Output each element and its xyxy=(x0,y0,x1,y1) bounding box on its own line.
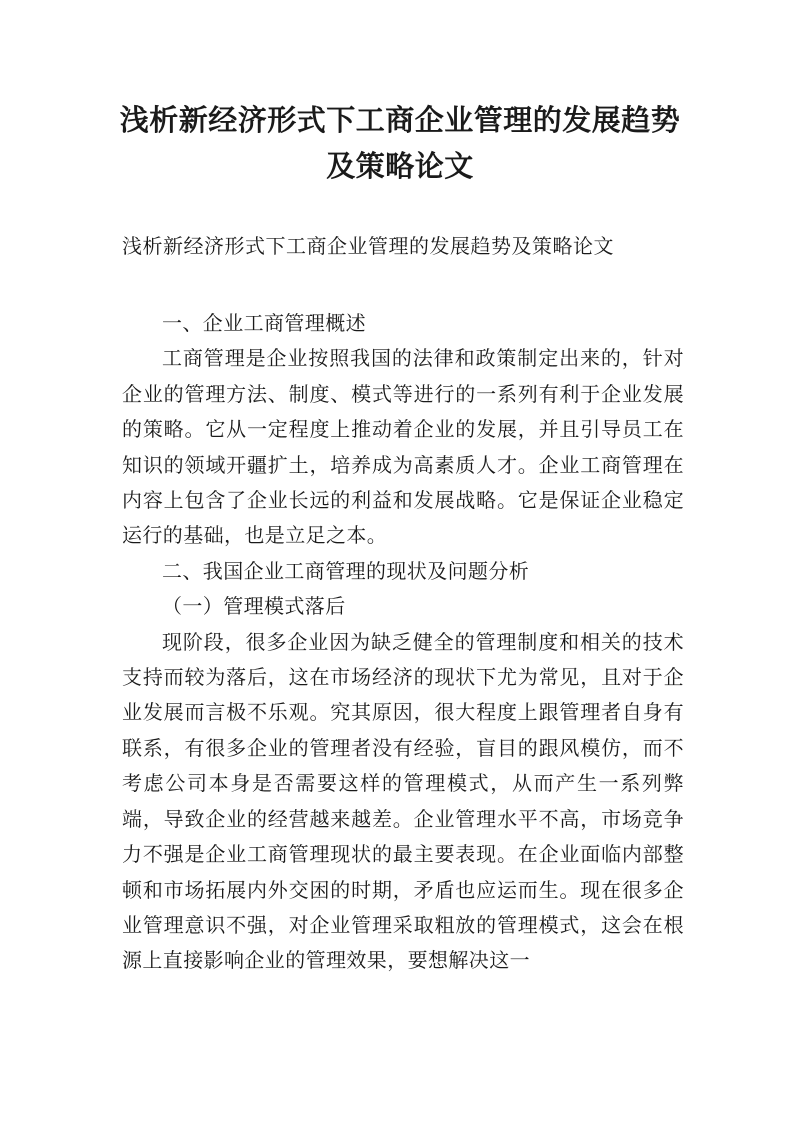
document-body xyxy=(122,306,684,979)
body-paragraph: 现阶段，很多企业因为缺乏健全的管理制度和相关的技术支持而较为落后，这在市场经济的现状下尤为常见，且对于企业发展而言极不乐观。究其原因，很大程度上跟管理者自身有联系，有很多企业的管理者没有经验，盲目的跟风模仿，而不考虑公司本身是否需要这样的管理模式，从而产生一系列弊端，导致企业的经营越来越差。企业管理水平不高，市场竞争力不强是企业工商管理现状的最主要表现。在企业面临内部整顿和市场拓展内外交困的时期，矛盾也应运而生。现在很多企业管理意识不强，对企业管理采取粗放的管理模式，这会在根源上直接影响企业的管理效果，要想解决这一 xyxy=(122,629,684,973)
document-title: 浅析新经济形式下工商企业管理的发展趋势及策略论文 xyxy=(119,103,681,183)
body-paragraph: 工商管理是企业按照我国的法律和政策制定出来的，针对企业的管理方法、制度、模式等进行的一系列有利于企业发展的策略。它从一定程度上推动着企业的发展，并且引导员工在知识的领域开疆扩土，培养成为高素质人才。企业工商管理在内容上包含了企业长远的利益和发展战略。它是保证企业稳定运行的基础，也是立足之本。 xyxy=(122,346,684,548)
section-heading-overview: 一、企业工商管理概述 xyxy=(162,311,366,335)
section-heading-status: 二、我国企业工商管理的现状及问题分析 xyxy=(162,558,530,583)
subsection-heading: （一）管理模式落后 xyxy=(162,594,346,619)
document-subtitle: 浅析新经济形式下工商企业管理的发展趋势及策略论文 xyxy=(122,234,614,258)
